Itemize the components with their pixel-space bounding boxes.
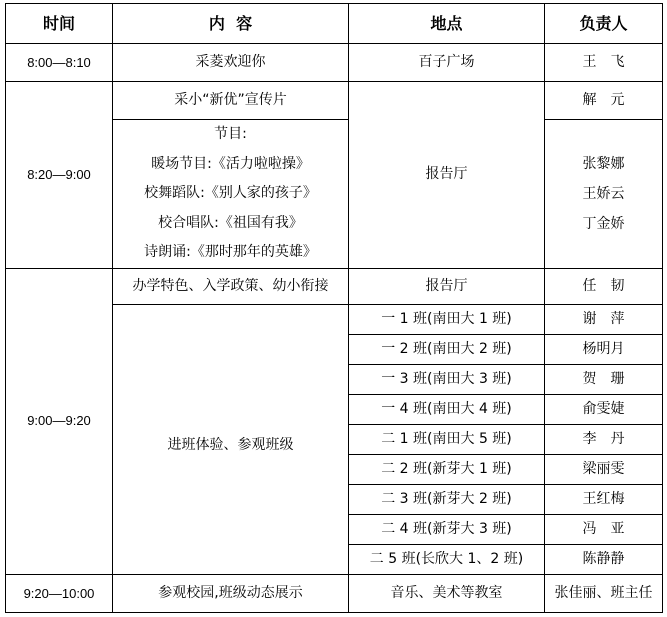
class-name: 一 1 班(南田大 1 班) xyxy=(349,304,545,334)
class-person: 谢 萍 xyxy=(545,304,663,334)
row4-person: 张佳丽、班主任 xyxy=(545,574,663,612)
program-person: 王娇云 xyxy=(582,185,625,202)
class-person: 俞雯婕 xyxy=(545,394,663,424)
row4-time: 9:20—10:00 xyxy=(6,574,113,612)
class-name: 一 3 班(南田大 3 班) xyxy=(349,364,545,394)
header-location: 地点 xyxy=(349,4,545,44)
table-row xyxy=(6,268,663,304)
header-content: 内 容 xyxy=(113,4,349,44)
table-row xyxy=(6,82,663,120)
program-title: 节目: xyxy=(214,126,247,143)
visit-content: 进班体验、参观班级 xyxy=(113,304,349,574)
class-person: 陈静静 xyxy=(545,544,663,574)
class-person: 冯 亚 xyxy=(545,514,663,544)
row2-person: 解 元 xyxy=(545,82,663,120)
row2-content: 采小“新优”宣传片 xyxy=(113,82,349,120)
class-name: 二 2 班(新芽大 1 班) xyxy=(349,454,545,484)
class-person: 杨明月 xyxy=(545,334,663,364)
row1-time: 8:00—8:10 xyxy=(6,44,113,82)
class-person: 王红梅 xyxy=(545,484,663,514)
row2-time: 8:20—9:00 xyxy=(6,82,113,269)
row3-content: 办学特色、入学政策、幼小衔接 xyxy=(113,268,349,304)
table-row xyxy=(6,574,663,612)
row1-content: 采菱欢迎你 xyxy=(113,44,349,82)
header-row xyxy=(6,4,663,44)
class-name: 二 3 班(新芽大 2 班) xyxy=(349,484,545,514)
program-item: 校舞蹈队:《别人家的孩子》 xyxy=(144,185,317,202)
class-person: 李 丹 xyxy=(545,424,663,454)
program-person: 张黎娜 xyxy=(582,155,625,172)
row3-time: 9:00—9:20 xyxy=(6,268,113,574)
row1-location: 百子广场 xyxy=(349,44,545,82)
class-name: 二 1 班(南田大 5 班) xyxy=(349,424,545,454)
class-name: 一 2 班(南田大 2 班) xyxy=(349,334,545,364)
row3-location: 报告厅 xyxy=(349,268,545,304)
class-person: 贺 珊 xyxy=(545,364,663,394)
class-person: 梁丽雯 xyxy=(545,454,663,484)
class-name: 一 4 班(南田大 4 班) xyxy=(349,394,545,424)
program-person: 丁金娇 xyxy=(582,215,625,232)
row3-person: 任 韧 xyxy=(545,268,663,304)
row2-location: 报告厅 xyxy=(349,82,545,269)
program-people xyxy=(545,120,663,269)
row1-person: 王 飞 xyxy=(545,44,663,82)
schedule-table xyxy=(5,3,663,613)
program-item: 诗朗诵:《那时那年的英雄》 xyxy=(144,244,317,261)
header-person: 负责人 xyxy=(545,4,663,44)
row4-location: 音乐、美术等教室 xyxy=(349,574,545,612)
row4-content: 参观校园,班级动态展示 xyxy=(113,574,349,612)
program-item: 校合唱队:《祖国有我》 xyxy=(158,214,303,231)
program-item: 暖场节目:《活力啦啦操》 xyxy=(151,155,310,172)
class-name: 二 5 班(长欣大 1、2 班) xyxy=(349,544,545,574)
program-list xyxy=(113,120,349,269)
class-name: 二 4 班(新芽大 3 班) xyxy=(349,514,545,544)
header-time: 时间 xyxy=(6,4,113,44)
table-row xyxy=(6,44,663,82)
